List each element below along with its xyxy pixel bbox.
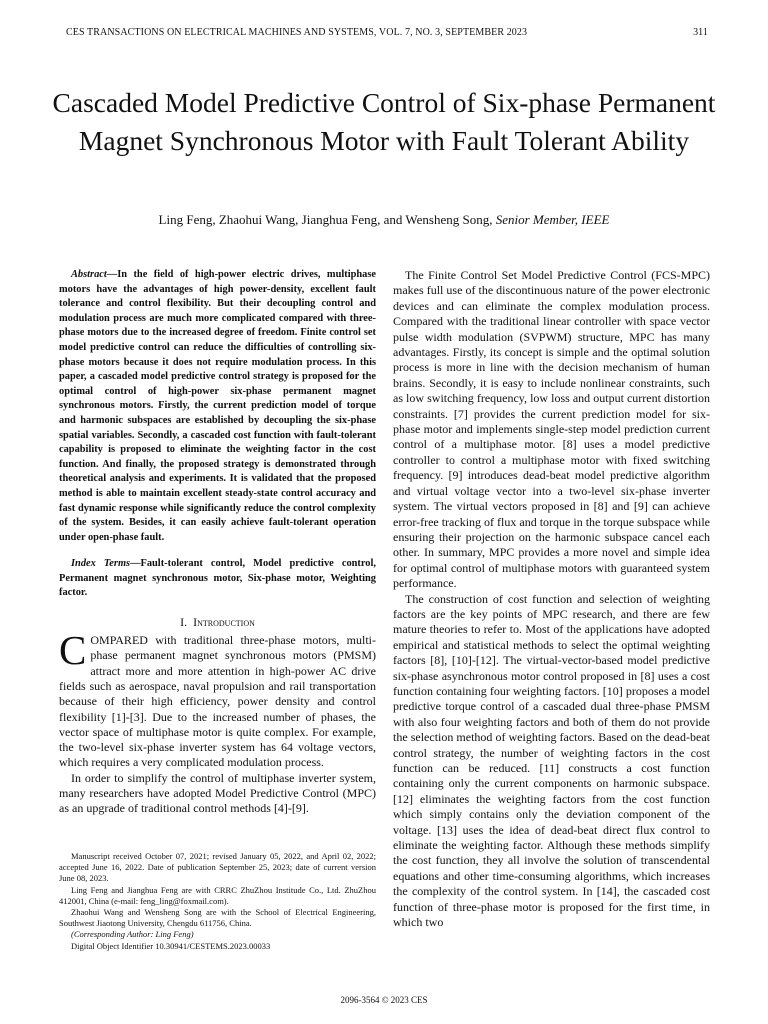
footnote-doi: Digital Object Identifier 10.30941/CESTEMS.2023.00033: [71, 940, 271, 951]
paper-title: Cascaded Model Predictive Control of Six-phase Permanent Magnet Synchronous Motor with Fault Tolerant Ability: [52, 87, 716, 156]
footnote-affiliation-1: Ling Feng and Jianghua Feng are with CRRC ZhuZhou Institude Co., Ltd. ZhuZhou 412001, China (e-mail: feng_ling@foxmail.com).: [59, 884, 376, 906]
index-terms-text: —Fault-tolerant control, Model predictive control, Permanent magnet synchronous motor, Six-phase motor, Weighting factor.: [59, 558, 376, 599]
abstract: [59, 268, 376, 545]
page-number: 311: [693, 27, 708, 38]
running-head: [66, 27, 708, 38]
drop-cap: C: [59, 627, 87, 674]
author-membership: Senior Member, IEEE: [495, 212, 610, 227]
abstract-text: —In the field of high-power electric drives, multiphase motors have the advantages of high power-density, excellent fault tolerance and control flexibility. But their decoupling control and modulation process are much more complicated compared with three-phase motors due to the increased degree of freedom. Finite control set model predictive control can reduce the difficulties of controlling six-phase motors because it does not require modulation process. In this paper, a cascaded model predictive control strategy is proposed for the optimal control of high-power six-phase permanent magnet synchronous motors. Firstly, the current prediction model of torque and harmonic subspaces are established by decoupling the six-phase spatial variables. Secondly, a cascaded cost function with fault-tolerant capability is proposed to eliminate the weighting factor in the cost function. And finally, the proposed strategy is demonstrated through theoretical analysis and experiments. It is validated that the proposed method is able to maintain excellent steady-state control accuracy and fast dynamic response while significantly reduce the control complexity of the system. Besides, it can easily achieve fault-tolerant operation under open-phase fault.: [59, 269, 376, 543]
left-column: [59, 268, 376, 817]
section-numeral: I.: [180, 615, 188, 630]
footnote-corresponding: (Corresponding Author: Ling Feng): [71, 929, 194, 940]
intro-paragraph-2: In order to simplify the control of multiphase inverter system, many researchers have adopted Model Predictive Control (MPC) as an upgrade of traditional control methods [4]-[9].: [59, 770, 376, 816]
section-heading-introduction: [59, 615, 376, 630]
right-paragraph-1: The Finite Control Set Model Predictive Control (FCS-MPC) makes full use of the discontinuous nature of the power electronic devices and can eliminate the complex modulation process. Compared with the traditional linear controller with space vector pulse width modulation (SVPWM) structure, MPC has many advantages. Firstly, its concept is simple and the optimal solution process is more in line with the decision mechanism of human brains. Secondly, it is easy to include nonlinear constraints, such as low switching frequency, low loss and output current distortion constraints. [7] provides the current prediction model for six-phase motor and implements single-step model prediction current control of a multiphase motor. [8] uses a model predictive controller to control a multiphase motor with fixed switching frequency. [9] introduces dead-beat model predictive algorithm and virtual voltage vector into a two-level six-phase inverter system. The virtual vectors proposed in [8] and [9] can achieve error-free tracking of flux and torque in the torque subspace while ensuring their projection on the harmonic subspace cancel each other. In summary, MPC provides a more novel and simple idea for optimal control of multiphase motors with guaranteed system performance.: [393, 268, 710, 591]
author-line: [40, 212, 728, 228]
journal-name: CES TRANSACTIONS ON ELECTRICAL MACHINES AND SYSTEMS, VOL. 7, NO. 3, SEPTEMBER 2023: [66, 27, 528, 38]
index-terms: [59, 557, 376, 601]
author-names: Ling Feng, Zhaohui Wang, Jianghua Feng, and Wensheng Song,: [158, 212, 493, 227]
intro-p1-text: OMPARED with traditional three-phase motors, multi-phase permanent magnet synchronous motors (PMSM) attract more and more attention in high-power AC drive fields such as aerospace, naval propulsion and rail transportation because of their high efficiency, power density and control flexibility [1]-[3]. Due to the increased number of phases, the vector space of multiphase motor is quite complex. For example, the two-level six-phase inverter system has 64 voltage vectors, which requires a very complicated modulation process.: [59, 633, 376, 770]
abstract-lead: Abstract: [71, 269, 107, 280]
footnotes: [59, 851, 376, 952]
section-title: Introduction: [193, 615, 255, 630]
index-terms-lead: Index Terms: [71, 558, 131, 570]
footnote-affiliation-2: Zhaohui Wang and Wensheng Song are with the School of Electrical Engineering, Southwest Jiaotong University, Chengdu 611756, China.: [59, 907, 376, 929]
right-paragraph-2: The construction of cost function and selection of weighting factors are the key points of MPC research, and there are few mature theories to refer to. Most of the applications have adopted empirical and statistical methods to select the optimal weighting factors [8], [10]-[12]. The virtual-vector-based model predictive six-phase asynchronous motor control proposed in [8] uses a cost function containing four weighting factors. [10] proposes a model predictive torque control of a cascaded dual three-phase PMSM with also four weighting factors and both of them do not provide the selection method of weighting factors. Based on the dead-beat control strategy, the number of weighting factors in the cost function can be reduced. [11] constructs a cost function containing only the current components on harmonic subspace. [12] eliminates the weighting factors from the cost function which simply contains only the deviation component of the voltage. [13] uses the idea of dead-beat direct flux control to eliminate the weighting factor. Although these methods simplify the cost function, they all involve the solution of transcendental equations and other time-consuming algorithms, which increases the complexity of the control system. In [14], the cascaded cost function of three-phase motor is proposed for the first time, in which two: [393, 591, 710, 930]
page-footer: 2096-3564 © 2023 CES: [340, 995, 428, 1005]
right-column: [393, 268, 710, 930]
intro-paragraph-1: [59, 627, 376, 771]
footnote-received: Manuscript received October 07, 2021; revised January 05, 2022, and April 02, 2022; accepted June 16, 2022. Date of publication September 25, 2023; date of current version June 08, 2023.: [59, 851, 376, 884]
